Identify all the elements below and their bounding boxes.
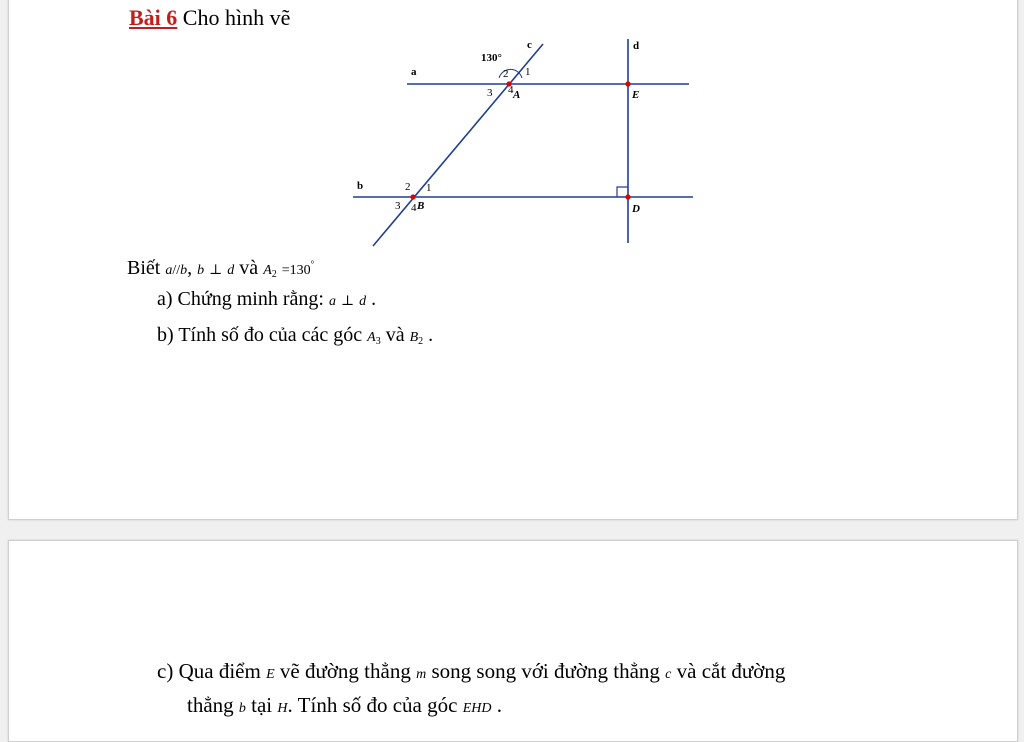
given-statement (127, 257, 314, 280)
question-c-prefix: c) (157, 659, 174, 683)
question-c-t7: . Tính số đo của góc (287, 693, 458, 717)
angle-a4-label: 4 (508, 84, 514, 96)
given-angle: A (263, 263, 272, 278)
question-a-m1: a (328, 294, 336, 309)
question-c-t2: vẽ đường thẳng (279, 659, 411, 683)
given-a: a (165, 263, 173, 278)
given-equals: =130 (281, 263, 311, 278)
question-b-prefix: b) (157, 324, 174, 346)
question-c-m: m (416, 667, 427, 682)
angle-value-label: 130° (481, 52, 502, 64)
question-c-t4: và cắt đường (676, 659, 786, 683)
geometry-figure (339, 29, 709, 259)
question-b-angle1-sub: 3 (375, 336, 381, 347)
question-b-end: . (428, 324, 434, 346)
given-parallel: // (172, 263, 181, 278)
given-comma: , (187, 257, 193, 279)
given-degree: ° (310, 259, 315, 269)
question-a-prefix: a) (157, 288, 173, 310)
exercise-number: Bài 6 (129, 5, 178, 30)
line-c (373, 44, 543, 246)
angle-a2-label: 2 (503, 68, 509, 80)
exercise-title (129, 5, 290, 31)
question-c-t3: song song với đường thẳng (431, 659, 660, 683)
question-b-angle1: A (367, 330, 376, 345)
question-c-h: H (277, 701, 288, 716)
angle-a1-label: 1 (525, 66, 531, 78)
question-a (157, 288, 376, 311)
question-a-perp: ⊥ (340, 294, 355, 309)
given-b: b (180, 263, 188, 278)
point-a-label: A (513, 89, 521, 101)
point-b-dot (410, 194, 415, 199)
point-d-dot (625, 194, 630, 199)
angle-b1-label: 1 (426, 182, 432, 194)
question-a-m2: d (359, 294, 367, 309)
given-perp: ⊥ (209, 263, 223, 278)
angle-a3-label: 3 (487, 87, 493, 99)
question-b (157, 324, 433, 347)
question-c-t5: thẳng (187, 693, 234, 717)
exercise-title-text: Cho hình vẽ (182, 5, 291, 30)
given-angle-sub: 2 (271, 269, 277, 280)
question-c-line-1 (157, 659, 785, 684)
question-a-text: Chứng minh rằng: (177, 288, 324, 310)
question-c-c: c (665, 667, 672, 682)
point-e-label: E (632, 89, 640, 101)
angle-b4-label: 4 (411, 202, 417, 214)
page-1 (8, 0, 1018, 520)
line-a-label: a (411, 66, 417, 78)
point-e-dot (625, 81, 630, 86)
line-b-label: b (357, 180, 364, 192)
page-2 (8, 540, 1018, 742)
question-c-t6: tại (251, 693, 273, 717)
question-b-text: Tính số đo của các góc (178, 324, 363, 346)
question-b-angle2: B (409, 330, 419, 345)
question-c-b: b (238, 701, 246, 716)
given-b2: b (197, 263, 205, 278)
question-c-ehd: EHD (462, 701, 492, 716)
given-label: Biết (127, 257, 161, 279)
angle-b2-label: 2 (405, 181, 411, 193)
point-d-label: D (632, 203, 640, 215)
question-c-t1: Qua điểm (178, 659, 261, 683)
angle-b3-label: 3 (395, 200, 401, 212)
question-c-e: E (266, 667, 275, 682)
given-d: d (227, 263, 235, 278)
given-and: và (239, 257, 259, 279)
question-b-angle2-sub: 2 (418, 336, 424, 347)
question-a-end: . (371, 288, 377, 310)
point-b-label: B (417, 200, 425, 212)
line-c-label: c (527, 39, 532, 51)
question-b-and: và (385, 324, 405, 346)
question-c-line-2 (187, 693, 502, 718)
line-d-label: d (633, 40, 640, 52)
question-c-end: . (496, 693, 502, 717)
